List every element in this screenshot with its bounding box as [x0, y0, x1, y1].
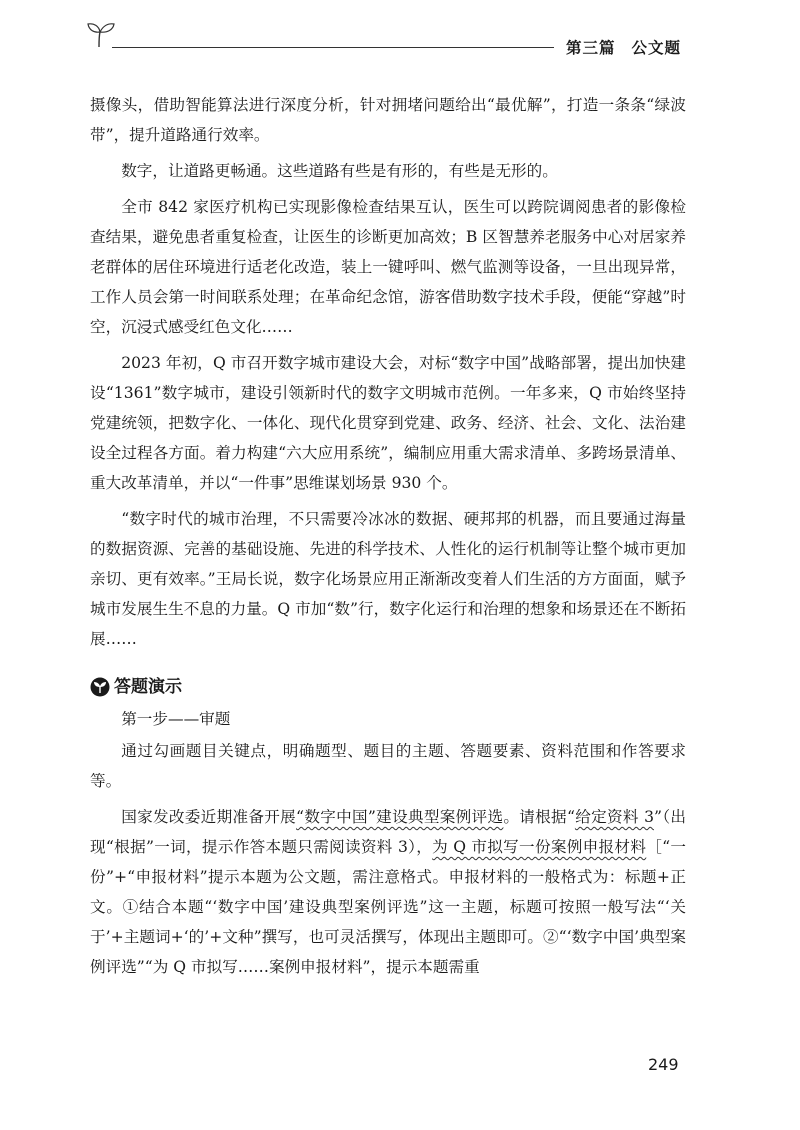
- step-title: 第一步——审题: [121, 710, 231, 728]
- key-phrase: 为 Q 市拟写一份案例申报材料: [432, 838, 647, 856]
- section-title: 答题演示: [114, 677, 182, 697]
- page-number: 249: [648, 1055, 679, 1074]
- paragraph: 数字，让道路更畅通。这些道路有些是有形的，有些是无形的。: [121, 162, 558, 180]
- paragraph: 摄像头，借助智能算法进行深度分析，针对拥堵问题给出“最优解”，打造一条条“绿波带”，提升道路通行效率。: [90, 96, 686, 144]
- paragraph: “数字时代的城市治理，不只需要冷冰冰的数据、硬邦邦的机器，而且要通过海量的数据资源、完善的基础设施、先进的科学技术、人性化的运行机制等让整个城市更加亲切、更有效率。”王局长说，数字化场景应用正渐渐改变着人们生活的方方面面，赋予城市发展生生不息的力量。Q 市加“数”行，数字化运行和治理的想象和场景还在不断拓展……: [90, 510, 686, 648]
- paragraph: 全市 842 家医疗机构已实现影像检查结果互认，医生可以跨院调阅患者的影像检查结果，避免患者重复检查，让医生的诊断更加高效；B 区智慧养老服务中心对居家养老群体的居住环境进行适老化改造，装上一键呼叫、燃气监测等设备，一旦出现异常，工作人员会第一时间联系处理；在革命纪念馆，游客借助数字技术手段，便能“穿越”时空，沉浸式感受红色文化……: [90, 198, 686, 336]
- page-body: [90, 90, 686, 988]
- section-heading: [90, 672, 686, 702]
- analysis-paragraph: [90, 802, 686, 982]
- leaf-badge-icon: [90, 677, 110, 697]
- analysis-text: 国家发改委近期准备开展: [121, 808, 297, 826]
- analysis-text: 。请根据“: [503, 808, 575, 826]
- analysis-text: ”（出现“根据”一词，提示作答本题只需阅读资料 3），: [90, 808, 686, 856]
- running-header: [566, 36, 681, 58]
- header-rule: [112, 47, 554, 48]
- key-phrase: 给定资料 3: [574, 808, 654, 826]
- sprout-icon: [86, 20, 116, 48]
- header-section: 公文题: [631, 39, 682, 57]
- key-phrase: “数字中国”建设典型案例评选: [296, 808, 504, 826]
- paragraph: 2023 年初，Q 市召开数字城市建设大会，对标“数字中国”战略部署，提出加快建设“1361”数字城市，建设引领新时代的数字文明城市范例。一年多来，Q 市始终坚持党建统领，把数字化、一体化、现代化贯穿到党建、政务、经济、社会、文化、法治建设全过程各方面。着力构建“六大应用系统”，编制应用重大需求清单、多跨场景清单、重大改革清单，并以“一件事”思维谋划场景 930 个。: [90, 354, 686, 492]
- step-intro: 通过勾画题目关键点，明确题型、题目的主题、答题要素、资料范围和作答要求等。: [90, 742, 686, 790]
- header-part: 第三篇: [566, 39, 616, 57]
- analysis-text: ［“一份”+“申报材料”提示本题为公文题，需注意格式。申报材料的一般格式为：标题+正文。①结合本题“‘数字中国’建设典型案例评选”这一主题，标题可按照一般写法“‘关于’+主题词+‘的’+文种”撰写，也可灵活撰写，体现出主题即可。②“‘数字中国’典型案例评选”“为 Q 市拟写……案例申报材料”，提示本题需重: [90, 838, 686, 976]
